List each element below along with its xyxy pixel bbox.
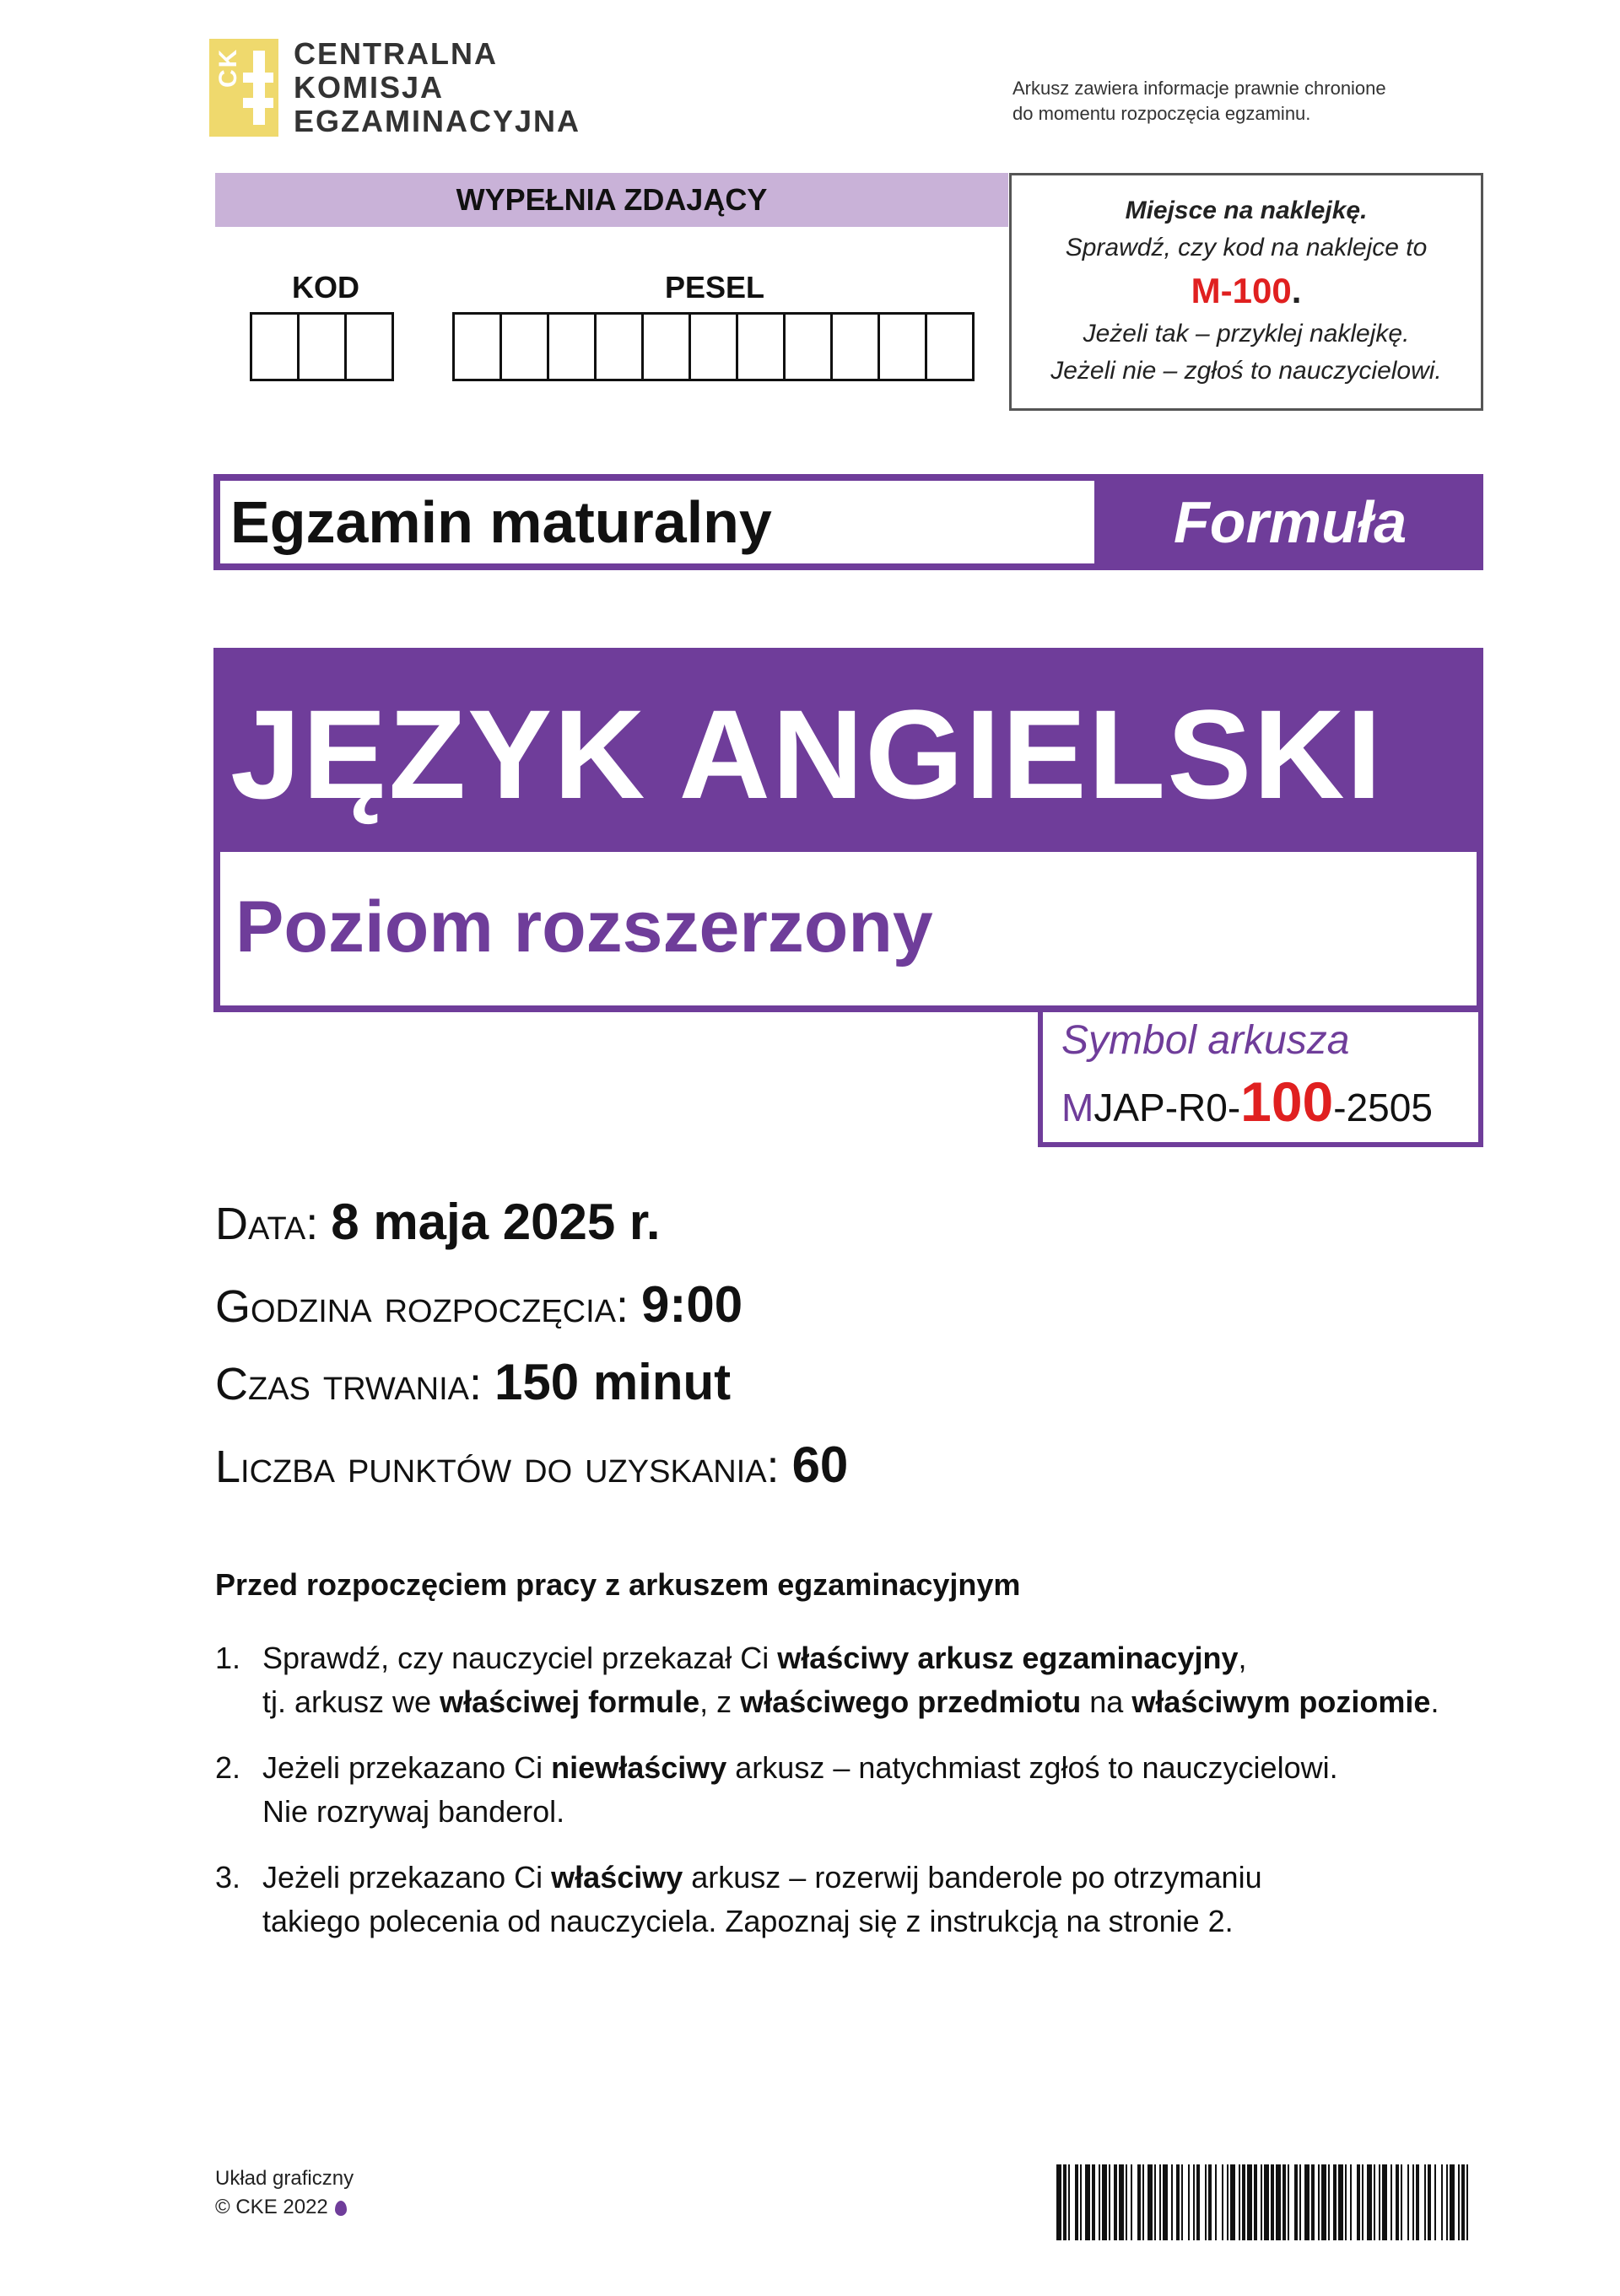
level-block (213, 852, 1483, 1012)
notice-line: Arkusz zawiera informacje prawnie chronione (1012, 78, 1386, 99)
list-text: Sprawdź, czy nauczyciel przekazał Ci właściwy arkusz egzaminacyjny, tj. arkusz we właściwej formule, z właściwego przedmiotu na właściwym poziomie. (262, 1641, 1439, 1719)
list-text: Jeżeli przekazano Ci właściwy arkusz – rozerwij banderole po otrzymaniu takiego polecenia od nauczyciela. Zapoznaj się z instrukcją na stronie 2. (262, 1860, 1262, 1938)
pesel-digit-box[interactable] (502, 315, 549, 379)
logo-wordmark (294, 37, 580, 138)
sheet-symbol-m: M (1061, 1086, 1094, 1129)
subject-block (213, 648, 1483, 857)
sticker-no-text: Jeżeli nie – zgłoś to nauczycielowi. (1050, 357, 1442, 385)
pesel-digit-box[interactable] (549, 315, 597, 379)
pesel-digit-box[interactable] (738, 315, 786, 379)
sheet-symbol-number: 100 (1240, 1070, 1334, 1133)
list-text: Jeżeli przekazano Ci niewłaściwy arkusz – natychmiast zgłoś to nauczycielowi. Nie rozrywaj banderol. (262, 1750, 1338, 1829)
list-number: 3. (215, 1860, 241, 1894)
time-value: 9:00 (641, 1276, 743, 1333)
duration-value: 150 minut (494, 1354, 732, 1410)
points-value: 60 (791, 1436, 849, 1493)
logo-line: KOMISJA (294, 70, 445, 105)
pesel-digit-box[interactable] (927, 315, 972, 379)
pesel-label: PESEL (664, 270, 765, 305)
exam-date (215, 1193, 661, 1251)
exam-duration (215, 1353, 731, 1411)
footer-line: © CKE 2022 (215, 2196, 328, 2218)
pesel-digit-box[interactable] (786, 315, 833, 379)
sticker-area[interactable] (1009, 173, 1483, 411)
date-label: Data: (215, 1199, 319, 1249)
sheet-symbol-suffix: -2505 (1333, 1086, 1433, 1129)
footer-line: Układ graficzny (215, 2167, 354, 2190)
kod-digit-box[interactable] (300, 315, 347, 379)
exam-type: Egzamin maturalny (230, 489, 772, 555)
kod-label: KOD (292, 270, 359, 305)
sticker-code-value: M-100 (1191, 271, 1292, 310)
time-label: Godzina rozpoczęcia: (215, 1281, 629, 1332)
logo-line: CENTRALNA (294, 36, 498, 71)
exam-banner (213, 474, 1483, 631)
subject-level: Poziom rozszerzony (235, 887, 933, 967)
sticker-title: Miejsce na naklejkę. (1125, 197, 1368, 224)
sticker-code-dot: . (1291, 271, 1302, 310)
list-number: 2. (215, 1750, 241, 1785)
logo-mark: CK (214, 47, 242, 88)
date-value: 8 maja 2025 r. (331, 1194, 661, 1250)
exam-start-time (215, 1275, 742, 1334)
logo-line: EGZAMINACYJNA (294, 104, 581, 138)
pesel-field[interactable] (452, 312, 975, 381)
list-item (215, 1636, 1481, 1724)
kod-digit-box[interactable] (347, 315, 392, 379)
footer-credit (215, 2164, 354, 2222)
pesel-digit-box[interactable] (833, 315, 880, 379)
kod-field[interactable] (250, 312, 394, 381)
protected-notice (1012, 76, 1386, 127)
instructions-title: Przed rozpoczęciem pracy z arkuszem egzaminacyjnym (215, 1567, 1021, 1602)
sheet-symbol-prefix: JAP-R0- (1094, 1086, 1241, 1129)
subject-name: JĘZYK ANGIELSKI (230, 683, 1384, 825)
cke-logo (209, 39, 278, 137)
logo-cross-icon (243, 51, 273, 125)
sheet-symbol-code (1061, 1070, 1433, 1134)
kod-digit-box[interactable] (252, 315, 300, 379)
barcode-icon (1056, 2164, 1468, 2240)
pesel-digit-box[interactable] (455, 315, 502, 379)
points-label: Liczba punktów do uzyskania: (215, 1442, 780, 1492)
list-item (215, 1856, 1481, 1943)
sticker-code (1012, 267, 1481, 315)
pesel-digit-box[interactable] (691, 315, 738, 379)
duration-label: Czas trwania: (215, 1359, 483, 1409)
list-item (215, 1746, 1481, 1834)
pesel-digit-box[interactable] (597, 315, 644, 379)
notice-line: do momentu rozpoczęcia egzaminu. (1012, 103, 1311, 124)
drop-icon (335, 2201, 347, 2216)
exam-points (215, 1436, 848, 1494)
pesel-digit-box[interactable] (644, 315, 691, 379)
filler-header: WYPEŁNIA ZDAJĄCY (215, 173, 1008, 227)
pesel-digit-box[interactable] (880, 315, 927, 379)
instructions-list (215, 1636, 1481, 1965)
list-number: 1. (215, 1641, 241, 1675)
sticker-check-text: Sprawdź, czy kod na naklejce to (1065, 234, 1428, 261)
sheet-symbol-label: Symbol arkusza (1061, 1018, 1350, 1063)
exam-formula: Formuła 2023 (1174, 489, 1407, 631)
sticker-yes-text: Jeżeli tak – przyklej naklejkę. (1083, 320, 1410, 348)
sheet-symbol-box (1038, 1005, 1483, 1147)
